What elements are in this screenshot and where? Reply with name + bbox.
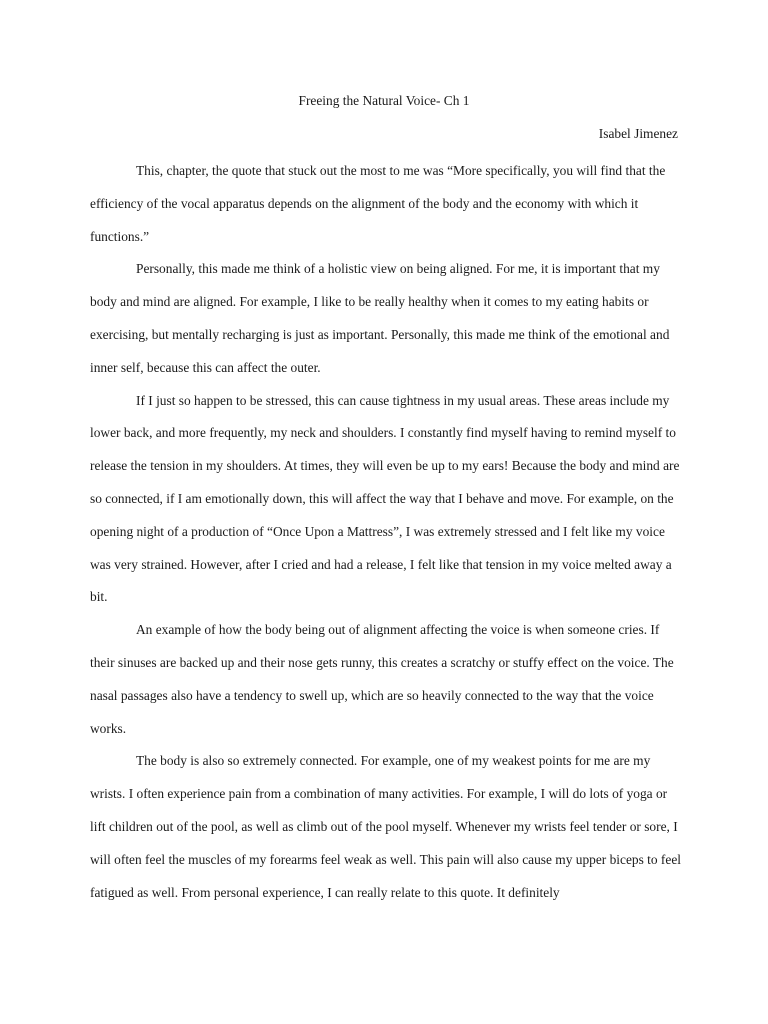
author-name: Isabel Jimenez — [598, 126, 678, 141]
paragraph: The body is also so extremely connected. For example, one of my weakest points for me are my wrists. I often experience pain from a combination of many activities. For example, I will do lots of yoga or lift children out of the pool, as well as climb out of the pool myself. Whenever my wrists feel tender or sore, I will often feel the muscles of my forearms feel weak as well. This pain will also cause my upper biceps to feel fatigued as well. From personal experience, I can really relate to this quote. It definitely — [90, 753, 681, 900]
document-title: Freeing the Natural Voice- Ch 1 — [298, 93, 470, 108]
paragraph: This, chapter, the quote that stuck out the most to me was “More specifically, you will find that the efficiency of the vocal apparatus depends on the alignment of the body and the economy with which it functions.” — [90, 163, 666, 244]
paragraph: If I just so happen to be stressed, this can cause tightness in my usual areas. These areas include my lower back, and more frequently, my neck and shoulders. I constantly find myself having to remind myself to release the tension in my shoulders. At times, they will even be up to my ears! Because the body and mind are so connected, if I am emotionally down, this will affect the way that I behave and move. For example, on the opening night of a production of “Once Upon a Mattress”, I was extremely stressed and I felt like my voice was very strained. However, after I cried and had a release, I felt like that tension in my voice melted away a bit. — [90, 392, 680, 605]
document-body — [90, 155, 681, 909]
paragraph: An example of how the body being out of alignment affecting the voice is when someone cries. If their sinuses are backed up and their nose gets runny, this creates a scratchy or stuffy effect on the voice. The nasal passages also have a tendency to swell up, which are so heavily connected to the way that the voice works. — [90, 622, 674, 736]
paragraph: Personally, this made me think of a holistic view on being aligned. For me, it is important that my body and mind are aligned. For example, I like to be really healthy when it comes to my eating habits or exercising, but mentally recharging is just as important. Personally, this made me think of the emotional and inner self, because this can affect the outer. — [90, 261, 670, 375]
